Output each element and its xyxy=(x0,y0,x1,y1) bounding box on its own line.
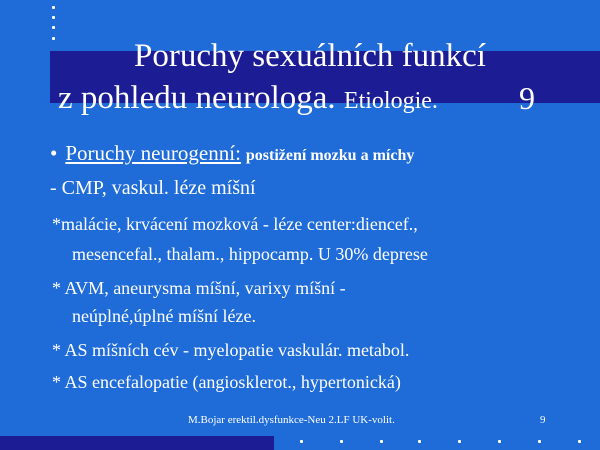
title-line-2-main: z pohledu neurologa. xyxy=(58,80,336,116)
decor-dot xyxy=(538,440,541,443)
bullet-heading-detail: postižení mozku a míchy xyxy=(245,147,415,164)
body-line: * AS míšních cév - myelopatie vaskulár. metabol. xyxy=(52,340,410,360)
decor-dot xyxy=(340,440,343,443)
footer-page-number: 9 xyxy=(540,414,546,426)
title-slide-number: 9 xyxy=(519,80,535,116)
slide-title xyxy=(30,35,590,122)
decor-dot xyxy=(52,16,55,19)
title-line-2-small: Etiologie. xyxy=(343,88,438,114)
footer-text: M.Bojar erektil.dysfunkce-Neu 2.LF UK-volit. xyxy=(188,414,395,426)
title-line-2 xyxy=(30,77,590,122)
bullet-heading-text: Poruchy neurogenní: xyxy=(65,141,241,165)
decor-dot xyxy=(498,440,501,443)
body-line: * AVM, aneurysma míšní, varixy míšní - xyxy=(52,278,346,298)
body-line: neúplné,úplné míšní léze. xyxy=(72,306,256,326)
decor-dot xyxy=(418,440,421,443)
title-line-1: Poruchy sexuálních funkcí xyxy=(134,38,486,74)
body-line: mesencefal., thalam., hippocamp. U 30% deprese xyxy=(72,244,428,264)
body-line: - CMP, vaskul. léze míšní xyxy=(50,177,256,199)
bullet-icon: • xyxy=(50,141,58,165)
bullet-heading xyxy=(50,141,414,168)
decor-dot xyxy=(380,440,383,443)
decor-dot xyxy=(578,440,581,443)
body-line: * AS encefalopatie (angiosklerot., hypertonická) xyxy=(52,372,401,392)
decor-dot xyxy=(52,26,55,29)
decor-dot xyxy=(458,440,461,443)
bottom-band xyxy=(0,436,274,450)
body-line: *malácie, krvácení mozková - léze center:diencef., xyxy=(52,214,418,234)
decor-dot xyxy=(52,6,55,9)
decor-dot xyxy=(300,440,303,443)
